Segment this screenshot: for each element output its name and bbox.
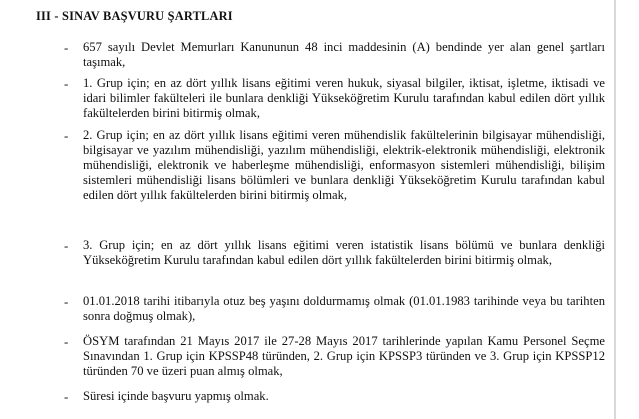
bullet-dash: - bbox=[64, 389, 69, 404]
list-item-text: Süresi içinde başvuru yapmış olmak. bbox=[83, 389, 269, 403]
bullet-dash: - bbox=[64, 238, 69, 253]
bullet-dash: - bbox=[64, 76, 69, 91]
bullet-dash: - bbox=[64, 334, 69, 349]
bullet-dash: - bbox=[64, 40, 69, 55]
list-item-text: 01.01.2018 tarihi itibarıyla otuz beş yaşını doldurmamış olmak (01.01.1983 tarihinde veya bu tarihten sonra doğmuş olmak), bbox=[83, 294, 605, 323]
list-item-text: ÖSYM tarafından 21 Mayıs 2017 ile 27-28 Mayıs 2017 tarihlerinde yapılan Kamu Personel Seçme Sınavından 1. Grup için KPSSP48 türünden, 2. Grup için KPSSP3 türünden ve 3. Grup için KPSSP12 türünden 70 ve üzeri puan almış olmak, bbox=[83, 334, 605, 378]
list-item-text: 3. Grup için; en az dört yıllık lisans eğitimi veren istatistik lisans bölümü ve bunlara denkliği Yükseköğretim Kurulu tarafından kabul edilen dört yıllık fakültelerden birini bitirmiş olmak, bbox=[83, 238, 605, 267]
list-item-text: 1. Grup için; en az dört yıllık lisans eğitimi veren hukuk, siyasal bilgiler, iktisat, işletme, iktisadi ve idari bilimler fakülteleri ile bunlara denkliği Yükseköğretim Kurulu tarafından kabul edilen dört yıllık fakültelerden birini bitirmiş olmak, bbox=[83, 76, 605, 120]
bullet-dash: - bbox=[64, 128, 69, 143]
page-border bbox=[614, 0, 616, 419]
list-item-text: 657 sayılı Devlet Memurları Kanununun 48 inci maddesinin (A) bendinde yer alan genel şartları taşımak, bbox=[83, 40, 605, 69]
list-item-text: 2. Grup için; en az dört yıllık lisans eğitimi veren mühendislik fakültelerinin bilgisayar mühendisliği, bilgisayar ve yazılım mühendisliği, yazılım mühendisliği, elektrik-elektronik mühendisliği, elektronik mühendisliği, elektronik ve haberleşme mühendisliği, enformasyon sistemleri mühendisliği, bilişim sistemleri mühendisliği lisans bölümleri ve bunlara denkliği Yükseköğretim Kurulu tarafından kabul edilen dört yıllık fakültelerden birini bitirmiş olmak, bbox=[83, 128, 605, 202]
bullet-dash: - bbox=[64, 294, 69, 309]
section-title: III - SINAV BAŞVURU ŞARTLARI bbox=[36, 9, 233, 23]
